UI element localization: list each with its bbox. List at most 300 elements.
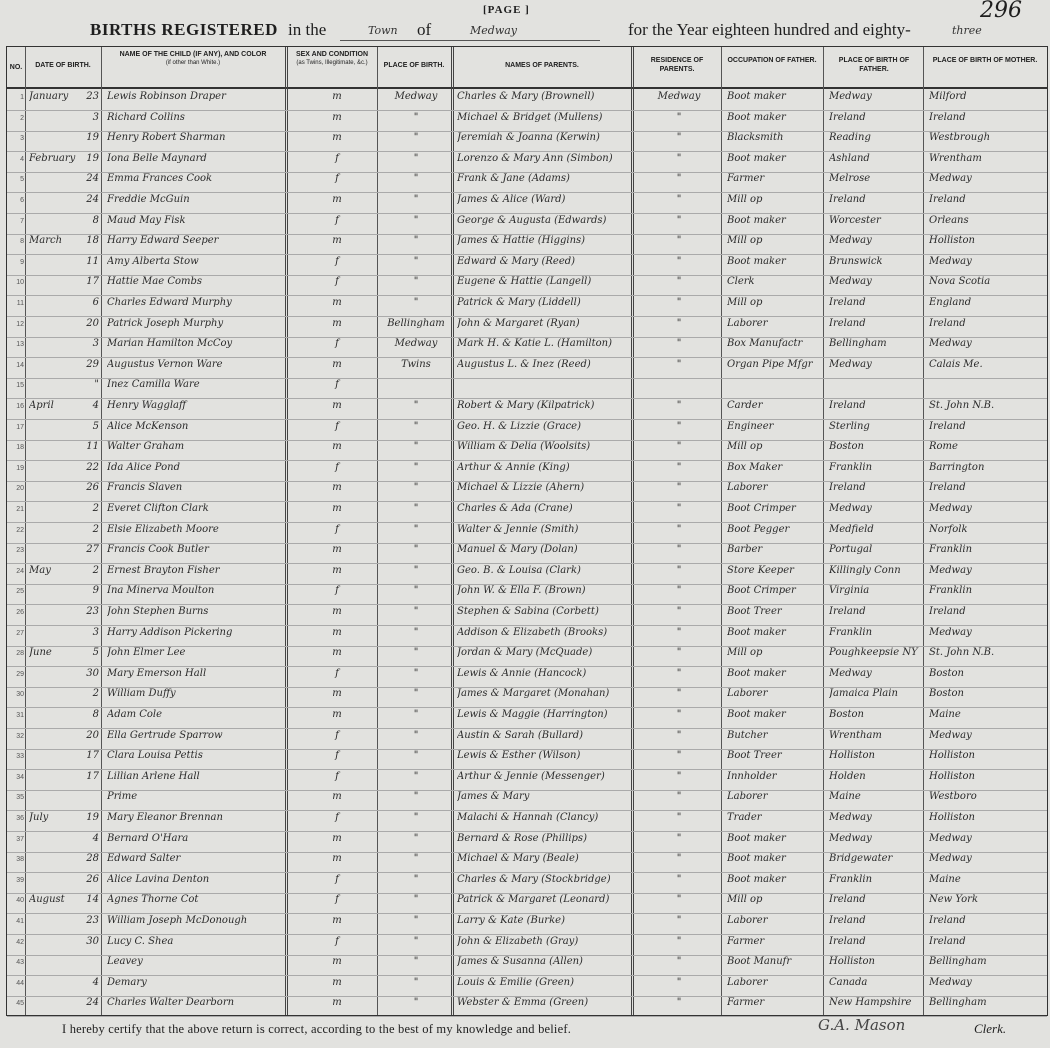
cell-day: 3: [92, 111, 99, 123]
cell-month: [29, 730, 77, 747]
cell-residence: ": [676, 770, 682, 782]
cell-day: 30: [86, 935, 99, 947]
cell-day: 19: [86, 812, 99, 823]
cell-child: Walter Graham: [107, 441, 185, 453]
cell-residence: ": [676, 935, 682, 947]
table-row: [7, 686, 1047, 708]
cell-occupation: Boot maker: [727, 111, 786, 123]
cell-child: Amy Alberta Stow: [107, 255, 199, 267]
cell-sex: m: [332, 976, 342, 988]
table-row: [7, 666, 1047, 688]
cell-no: 33: [16, 753, 24, 761]
cell-father-birth: Killingly Conn: [829, 564, 901, 576]
cell-occupation: Boot maker: [727, 667, 786, 679]
cell-sex: f: [335, 523, 339, 535]
cell-no: 4: [20, 155, 24, 163]
cell-mother-birth: Ireland: [929, 935, 966, 947]
cell-parents: Charles & Mary (Brownell): [457, 91, 595, 102]
table-row: [7, 460, 1047, 482]
cell-month: [29, 956, 77, 973]
table-row: [7, 419, 1047, 441]
cell-place: ": [413, 606, 419, 617]
cell-child: William Joseph McDonough: [107, 915, 248, 926]
cell-father-birth: Ireland: [829, 194, 866, 205]
cell-no: 30: [16, 691, 24, 699]
cell-father-birth: Ireland: [829, 935, 866, 947]
cell-parents: Larry & Kate (Burke): [457, 915, 565, 926]
cell-residence: ": [676, 853, 682, 865]
table-row: [7, 975, 1047, 997]
cell-parents: Lewis & Annie (Hancock): [457, 667, 587, 679]
table-row: [7, 583, 1047, 605]
cell-parents: Walter & Jennie (Smith): [457, 523, 579, 535]
table-row: [7, 316, 1047, 338]
cell-residence: ": [676, 461, 682, 473]
table-row: [7, 851, 1047, 873]
table-row: [7, 954, 1047, 976]
cell-occupation: Innholder: [727, 770, 777, 782]
table-row: [7, 233, 1047, 255]
cell-month: [29, 338, 77, 355]
cell-child: Patrick Joseph Murphy: [107, 317, 224, 329]
cell-mother-birth: Ireland: [929, 111, 966, 123]
cell-child: Prime: [107, 791, 138, 803]
cell-mother-birth: Ireland: [929, 482, 966, 494]
cell-child: Emma Frances Cook: [107, 173, 213, 185]
cell-sex: m: [332, 482, 342, 494]
cell-sex: f: [335, 379, 339, 391]
cell-place: ": [413, 420, 419, 432]
cell-day: 28: [86, 853, 99, 865]
cell-mother-birth: Holliston: [929, 235, 975, 247]
cell-month: [29, 606, 77, 623]
cell-day: 6: [92, 297, 99, 308]
cell-residence: ": [676, 194, 682, 205]
cell-child: Lucy C. Shea: [107, 935, 174, 947]
cell-father-birth: Ireland: [829, 297, 866, 308]
cell-day: 2: [92, 564, 99, 576]
cell-residence: ": [676, 503, 682, 514]
cell-occupation: Mill op: [727, 235, 763, 247]
cell-place: ": [413, 400, 419, 411]
col-date: DATE OF BIRTH.: [35, 62, 91, 69]
cell-place: ": [413, 544, 419, 556]
cell-occupation: Laborer: [727, 688, 768, 700]
cell-place: ": [413, 173, 419, 185]
cell-residence: ": [676, 750, 682, 762]
cell-day: 3: [92, 626, 99, 638]
page-number: 296: [980, 0, 1022, 23]
cell-sex: m: [332, 317, 342, 329]
cell-residence: ": [676, 667, 682, 679]
cell-residence: ": [676, 873, 682, 885]
col-place: PLACE OF BIRTH.: [383, 62, 445, 69]
cell-month: [29, 627, 77, 644]
cell-no: 40: [16, 897, 24, 905]
cell-parents: Austin & Sarah (Bullard): [457, 729, 584, 741]
cell-mother-birth: Calais Me.: [929, 358, 983, 370]
cell-no: 12: [16, 320, 24, 328]
cell-day: 17: [86, 770, 99, 782]
table-row: [7, 604, 1047, 626]
cell-father-birth: Holliston: [829, 750, 875, 762]
cell-place: ": [413, 647, 419, 659]
cell-father-birth: Medway: [829, 503, 872, 514]
cell-mother-birth: Medway: [929, 729, 972, 741]
cell-day: 17: [86, 276, 99, 288]
cell-sex: f: [335, 585, 339, 597]
cell-child: Clara Louisa Pettis: [107, 750, 203, 762]
cell-child: William Duffy: [107, 688, 176, 700]
col-occupation: OCCUPATION OF FATHER.: [727, 57, 817, 64]
table-row: [7, 913, 1047, 935]
table-row: [7, 398, 1047, 420]
cell-sex: m: [332, 791, 342, 803]
cell-father-birth: Franklin: [829, 626, 873, 638]
cell-no: 39: [16, 876, 24, 884]
cell-father-birth: Medway: [829, 91, 872, 102]
cell-mother-birth: Medway: [929, 853, 972, 865]
cell-day: 3: [92, 338, 99, 350]
cell-child: Everet Clifton Clark: [107, 503, 209, 514]
cell-day: 11: [86, 441, 99, 453]
cell-day: [77, 956, 99, 973]
cell-parents: Charles & Ada (Crane): [457, 503, 573, 514]
col-parents: NAMES OF PARENTS.: [505, 62, 579, 69]
cell-occupation: Carder: [727, 400, 763, 411]
col-child: NAME OF THE CHILD (IF ANY), AND COLOR (if other than White.): [119, 51, 267, 66]
cell-place: ": [413, 688, 419, 700]
cell-father-birth: Melrose: [829, 173, 871, 185]
cell-residence: ": [676, 626, 682, 638]
cell-month: August: [29, 894, 65, 906]
cell-mother-birth: Milford: [929, 91, 967, 102]
cell-no: 21: [16, 506, 24, 513]
cell-month: [29, 482, 77, 499]
cell-parents: Patrick & Margaret (Leonard): [457, 894, 610, 906]
cell-day: 24: [86, 173, 99, 185]
table-row: [7, 274, 1047, 296]
cell-place: ": [413, 441, 419, 453]
cell-parents: Stephen & Sabina (Corbett): [457, 606, 599, 617]
table-header: [7, 47, 1047, 89]
table-row: [7, 439, 1047, 461]
cell-no: 17: [16, 423, 24, 431]
cell-residence: ": [676, 482, 682, 494]
cell-month: [29, 709, 77, 726]
cell-sex: m: [332, 647, 342, 659]
cell-month: [29, 853, 77, 870]
cell-child: Francis Cook Butler: [107, 544, 209, 556]
cell-month: April: [29, 400, 54, 411]
cell-no: 16: [16, 403, 24, 410]
cell-no: 3: [20, 135, 24, 143]
cell-place: ": [413, 997, 419, 1009]
cell-day: 27: [86, 544, 99, 556]
cell-sex: f: [335, 276, 339, 288]
cell-day: 4: [92, 832, 99, 844]
cell-father-birth: Reading: [829, 132, 871, 144]
register-title: [90, 20, 1040, 44]
cell-place: ": [413, 873, 419, 885]
cell-residence: ": [676, 152, 682, 164]
cell-parents: Charles & Mary (Stockbridge): [457, 873, 611, 885]
cell-parents: John & Elizabeth (Gray): [457, 935, 579, 947]
cell-place: ": [413, 791, 419, 803]
cell-father-birth: Franklin: [829, 873, 873, 885]
cell-residence: ": [676, 235, 682, 247]
cell-father-birth: Bellingham: [829, 338, 887, 350]
cell-place: ": [413, 194, 419, 205]
cell-occupation: Farmer: [727, 997, 765, 1009]
cell-day: 5: [92, 647, 99, 659]
cell-father-birth: Ireland: [829, 894, 866, 906]
cell-mother-birth: England: [929, 297, 972, 308]
cell-sex: m: [332, 91, 342, 102]
cell-month: June: [29, 647, 52, 659]
cell-day: 18: [86, 235, 99, 247]
cell-month: [29, 441, 77, 458]
cell-sex: m: [332, 564, 342, 576]
cell-mother-birth: Westbrough: [929, 132, 991, 144]
table-row: [7, 789, 1047, 811]
cell-child: John Elmer Lee: [107, 647, 186, 659]
cell-day: ": [94, 379, 99, 391]
cell-day: 11: [86, 255, 99, 267]
cell-parents: Edward & Mary (Reed): [457, 255, 576, 267]
cell-child: Ella Gertrude Sparrow: [107, 729, 223, 741]
cell-month: [29, 132, 77, 149]
cell-father-birth: Ireland: [829, 111, 866, 123]
cell-parents: Arthur & Jennie (Messenger): [457, 770, 605, 782]
cell-sex: m: [332, 441, 342, 453]
cell-child: Elsie Elizabeth Moore: [107, 523, 219, 535]
cell-day: 24: [86, 194, 99, 205]
cell-residence: ": [676, 400, 682, 411]
cell-place: ": [413, 853, 419, 865]
cell-month: [29, 791, 77, 808]
cell-mother-birth: Medway: [929, 976, 972, 988]
cell-sex: f: [335, 255, 339, 267]
cell-mother-birth: Boston: [929, 688, 964, 700]
cell-occupation: Boot maker: [727, 214, 786, 226]
cell-place: ": [413, 667, 419, 679]
cell-place: ": [413, 132, 419, 144]
cell-residence: ": [676, 997, 682, 1009]
cell-sex: m: [332, 358, 342, 370]
cell-sex: f: [335, 729, 339, 741]
cell-no: 28: [16, 650, 24, 658]
table-row: [7, 748, 1047, 770]
cell-month: [29, 462, 77, 479]
cell-father-birth: Maine: [829, 791, 861, 803]
cell-father-birth: New Hampshire: [829, 997, 912, 1009]
cell-sex: m: [332, 503, 342, 514]
cell-parents: James & Hattie (Higgins): [457, 235, 586, 247]
cell-occupation: Store Keeper: [727, 564, 794, 576]
table-row: [7, 336, 1047, 358]
cell-residence: ": [676, 606, 682, 617]
cell-no: 15: [16, 382, 24, 390]
cell-parents: Frank & Jane (Adams): [457, 173, 570, 185]
cell-place: ": [413, 832, 419, 844]
cell-parents: Geo. H. & Lizzie (Grace): [457, 420, 581, 432]
table-row: [7, 934, 1047, 956]
cell-month: [29, 977, 77, 994]
col-residence: RESIDENCE OF PARENTS.: [650, 57, 704, 73]
cell-sex: m: [332, 111, 342, 123]
cell-parents: Lewis & Esther (Wilson): [457, 750, 581, 762]
cell-child: Leavey: [107, 956, 143, 968]
cell-parents: Mark H. & Katie L. (Hamilton): [457, 338, 612, 350]
cell-residence: ": [676, 523, 682, 535]
cell-residence: ": [676, 915, 682, 926]
cell-month: [29, 874, 77, 891]
cell-occupation: Laborer: [727, 976, 768, 988]
cell-child: Mary Emerson Hall: [107, 667, 207, 679]
cell-occupation: Mill op: [727, 297, 763, 308]
title-year: for the Year eighteen hundred and eighty-: [628, 20, 911, 39]
table-row: [7, 213, 1047, 235]
cell-month: [29, 297, 77, 314]
cell-place: ": [413, 750, 419, 762]
cell-residence: ": [676, 894, 682, 906]
cell-parents: Michael & Bridget (Mullens): [457, 111, 603, 123]
cell-sex: m: [332, 709, 342, 720]
cell-no: 36: [16, 815, 24, 822]
cell-no: 6: [20, 197, 24, 204]
cell-parents: Arthur & Annie (King): [457, 461, 570, 473]
cell-sex: f: [335, 894, 339, 906]
cell-parents: Malachi & Hannah (Clancy): [457, 812, 599, 823]
place-name: Medway: [470, 24, 518, 37]
cell-day: 23: [86, 915, 99, 926]
cell-residence: [639, 379, 719, 396]
cell-mother-birth: Bellingham: [929, 997, 987, 1009]
cell-occupation: Laborer: [727, 482, 768, 494]
cell-day: 9: [92, 585, 99, 597]
table-row: [7, 151, 1047, 173]
cell-day: 23: [86, 606, 99, 617]
cell-place: ": [413, 255, 419, 267]
cell-father-birth: Ireland: [829, 915, 866, 926]
cell-place: ": [413, 626, 419, 638]
certification-text: I hereby certify that the above return is correct, according to the best of my knowledge and belief.: [62, 1022, 572, 1036]
cell-child: Hattie Mae Combs: [107, 276, 202, 288]
cell-occupation: Boot maker: [727, 853, 786, 865]
cell-occupation: Box Manufactr: [727, 338, 803, 350]
cell-no: 20: [16, 485, 24, 493]
cell-father-birth: Medway: [829, 812, 872, 823]
title-in-the: in the: [288, 20, 327, 39]
table-row: [7, 357, 1047, 379]
cell-parents: Louis & Emilie (Green): [457, 976, 575, 988]
cell-mother-birth: Medway: [929, 338, 972, 350]
cell-month: [29, 379, 77, 396]
cell-parents: Geo. B. & Louisa (Clark): [457, 564, 581, 576]
cell-child: Lillian Arlene Hall: [107, 770, 200, 782]
cell-mother-birth: Medway: [929, 173, 972, 185]
cell-day: 2: [92, 688, 99, 700]
cell-occupation: Mill op: [727, 894, 763, 906]
cell-month: [29, 750, 77, 767]
cell-sex: f: [335, 338, 339, 350]
cell-occupation: Boot Treer: [727, 750, 782, 762]
cell-mother-birth: Ireland: [929, 317, 966, 329]
cell-day: 8: [92, 709, 99, 720]
cell-father-birth: Bridgewater: [829, 853, 893, 865]
cell-no: 18: [16, 444, 24, 452]
cell-no: 10: [16, 279, 24, 287]
cell-occupation: Boot maker: [727, 152, 786, 164]
cell-parents: Lorenzo & Mary Ann (Simbon): [457, 152, 613, 164]
cell-place: ": [413, 956, 419, 968]
cell-month: March: [29, 235, 63, 247]
cell-residence: ": [676, 276, 682, 288]
cell-father-birth: Boston: [829, 709, 864, 720]
cell-sex: m: [332, 956, 342, 968]
cell-father-birth: Franklin: [829, 461, 873, 473]
cell-child: Francis Slaven: [107, 482, 183, 494]
cell-no: 27: [16, 629, 24, 637]
cell-father-birth: Medway: [829, 235, 872, 247]
cell-child: Alice Lavina Denton: [107, 873, 210, 885]
col-mother-birth: PLACE OF BIRTH OF MOTHER.: [932, 57, 1038, 64]
cell-no: 11: [16, 300, 24, 307]
cell-father-birth: Medfield: [829, 523, 874, 535]
clerk-label: Clerk.: [974, 1021, 1007, 1036]
cell-place: ": [413, 564, 419, 576]
cell-occupation: Boot Manufr: [727, 956, 792, 968]
cell-child: Henry Wagglaff: [107, 400, 187, 411]
cell-residence: ": [676, 812, 682, 823]
cell-occupation: Butcher: [727, 729, 768, 741]
table-row: [7, 728, 1047, 750]
cell-mother-birth: Franklin: [929, 585, 973, 597]
cell-mother-birth: Wrentham: [929, 152, 982, 164]
cell-place: ": [413, 770, 419, 782]
cell-residence: ": [676, 420, 682, 432]
cell-father-birth: Portugal: [829, 544, 873, 556]
cell-mother-birth: Franklin: [929, 544, 973, 556]
cell-place: Twins: [401, 358, 431, 370]
cell-place: ": [413, 709, 419, 720]
cell-father-birth: Holden: [829, 770, 866, 782]
cell-mother-birth: Maine: [929, 873, 961, 885]
cell-father-birth: Holliston: [829, 956, 875, 968]
cell-occupation: Boot maker: [727, 709, 786, 720]
cell-place: ": [413, 915, 419, 926]
cell-mother-birth: [929, 379, 1045, 396]
cell-child: Demary: [107, 976, 147, 988]
cell-no: 41: [16, 918, 24, 925]
cell-mother-birth: Holliston: [929, 750, 975, 762]
table-row: [7, 130, 1047, 152]
cell-mother-birth: Holliston: [929, 812, 975, 823]
cell-sex: f: [335, 770, 339, 782]
cell-no: 25: [16, 588, 24, 596]
cell-day: 20: [86, 317, 99, 329]
cell-occupation: Boot maker: [727, 626, 786, 638]
cell-no: 32: [16, 732, 24, 740]
cell-day: 26: [86, 482, 99, 494]
cell-place: ": [413, 297, 419, 308]
cell-place: Bellingham: [387, 317, 445, 329]
cell-parents: Robert & Mary (Kilpatrick): [457, 400, 595, 411]
table-row: [7, 707, 1047, 729]
cell-occupation: Boot maker: [727, 873, 786, 885]
cell-mother-birth: Nova Scotia: [929, 276, 991, 288]
